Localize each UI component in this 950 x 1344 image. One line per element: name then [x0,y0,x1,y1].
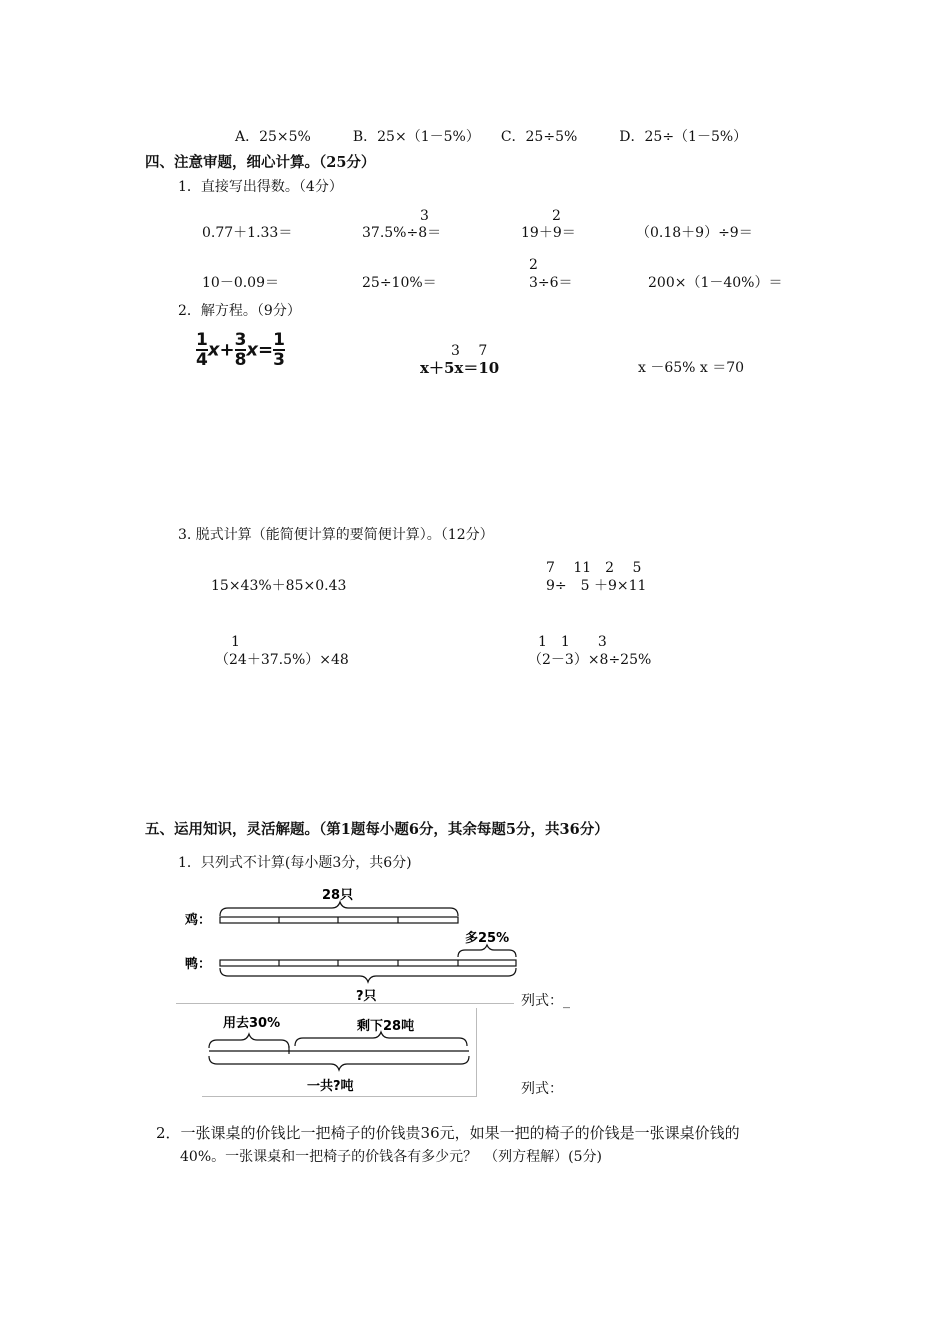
s5-q2-line2: 40%。一张课桌和一把椅子的价钱各有多少元？ （列方程解）(5分) [180,1149,602,1165]
diagram1-more-brace [458,945,516,957]
diagram1-total-label: ?只 [356,989,377,1004]
q2-title: 2．解方程。（9分） [178,303,301,319]
diagram2-left-label: 剩下28吨 [357,1019,415,1034]
q1-title: 1．直接写出得数。（4分） [178,179,343,195]
diagram2-total-label: 一共?吨 [307,1079,354,1094]
eq1-fraction-c: $\frac{1}{3}$ [273,330,285,370]
diagram2-left-brace [295,1032,467,1046]
q1-r1c1: 0.77＋1.33＝ [202,225,293,241]
diagram-chicken-duck [180,880,530,1005]
eq2-numerators: 3 7 [451,343,488,359]
diagram1-more-label: 多25% [465,931,510,946]
q1-r2c2: 25÷10%＝ [362,275,437,291]
q1-r1c2-numerator: 3 [420,208,429,224]
q1-r1c4: （0.18＋9）÷9＝ [636,225,753,241]
q1-r2c3-numerator: 2 [529,257,538,273]
eq1-fraction-a: $\frac{1}{4}$ [196,330,208,370]
q3-e1: 15×43%＋85×0.43 [211,578,347,594]
q1-r2c1: 10－0.09＝ [202,275,279,291]
q1-r1c3: 19＋9＝ [521,225,576,241]
diagram1-top-brace [220,902,458,916]
diagram1-bottom-brace [220,968,516,982]
q1-r1c3-numerator: 2 [552,208,561,224]
q3-e2-numerators: 7 11 2 5 [546,560,642,576]
diagram1-underline [176,1003,514,1004]
section5-title: 五、运用知识，灵活解题。（第1题每小题6分，其余每题5分，共36分） [145,821,609,838]
q1-r2c3: 3÷6＝ [529,275,573,291]
q3-e4-numerators: 1 1 3 [538,634,607,650]
formula-2: 列式： [521,1081,563,1097]
chicken-bar [220,917,458,923]
q1-r1c2: 37.5%÷8＝ [362,225,442,241]
section4-title: 四、注意审题，细心计算。（25分） [145,154,376,171]
q1-r2c4: 200×（1－40%）＝ [648,275,783,291]
mc-options: A．25×5% B．25×（1－5%） C．25÷5% D．25÷（1－5%） [235,129,748,145]
s5-q2-line1: 2．一张课桌的价钱比一把椅子的价钱贵36元，如果一把的椅子的价钱是一张课桌价钱的 [156,1124,740,1142]
diagram2-used-label: 用去30% [223,1016,281,1031]
diagram1-chicken-label: 鸡： [185,913,212,928]
diagram2-total-brace [209,1056,469,1070]
formula-1: 列式：_ [521,993,570,1009]
eq2: x＋5x＝10 [420,359,500,377]
s5-q1-title: 1．只列式不计算(每小题3分，共6分) [178,855,412,871]
eq1-fraction-b: $\frac{3}{8}$ [234,330,247,370]
q3-title: 3. 脱式计算（能简便计算的要简便计算）。（12分） [178,527,494,543]
eq3: x －65% x ＝70 [638,360,745,376]
equation-1: $\frac{1}{4}$ x+ $\frac{3}{8}$ x= $\frac{1}{3}$ [196,330,285,370]
duck-bar [220,960,516,966]
diagram-used-remaining [205,1010,475,1095]
diagram1-top-label: 28只 [322,888,354,903]
diagram1-duck-label: 鸭： [185,957,212,972]
q3-e4: （2－3）×8÷25% [528,652,652,668]
diagram2-used-brace [209,1034,289,1048]
q3-e3: （24＋37.5%）×48 [215,652,349,668]
q3-e2: 9÷ 5 ＋9×11 [546,578,647,594]
q3-e3-numerator: 1 [231,634,240,650]
